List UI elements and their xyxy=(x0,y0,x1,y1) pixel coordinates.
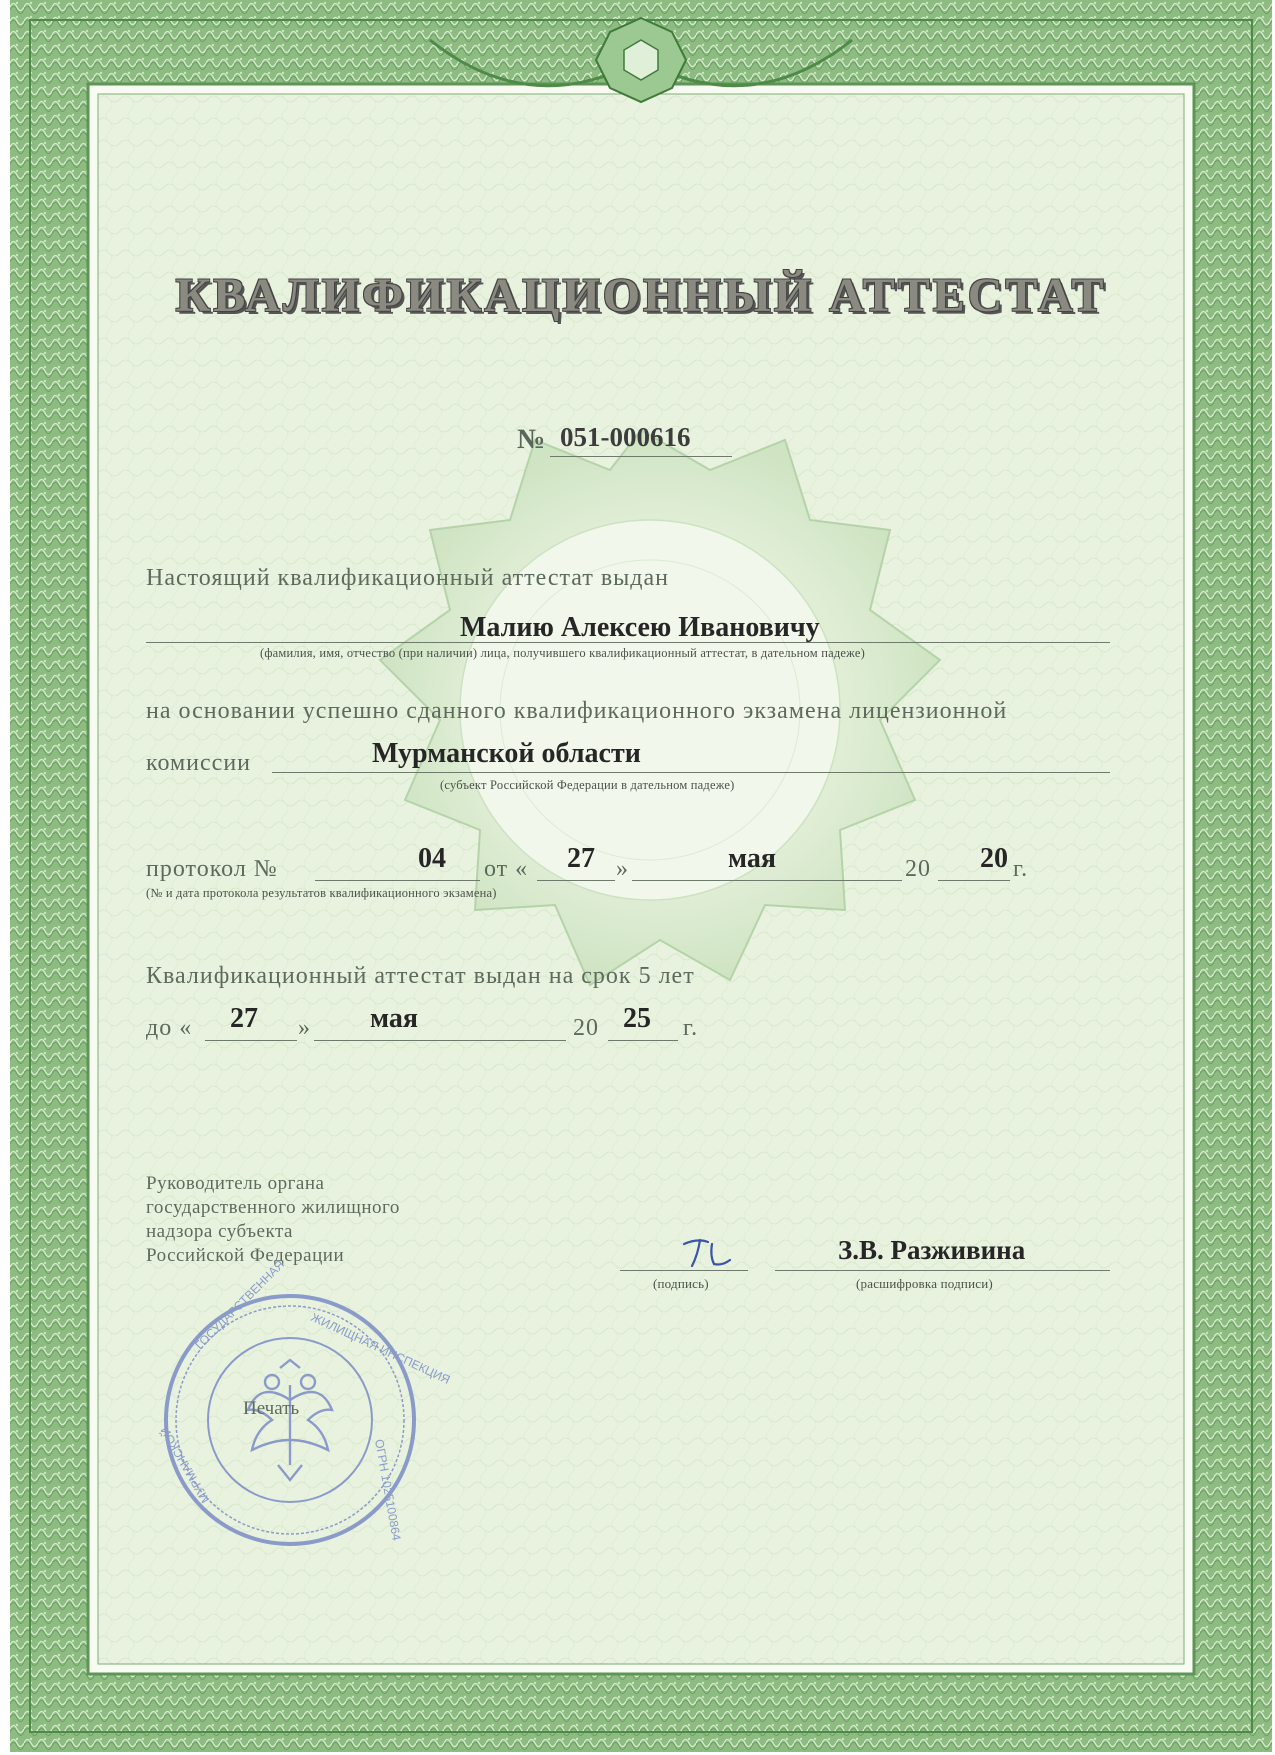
authority-line: Руководитель органа xyxy=(146,1173,325,1194)
basis-text: на основании успешно сданного квалификационного экзамена лицензионной xyxy=(146,698,1008,724)
recipient-name: Малию Алексею Ивановичу xyxy=(460,612,820,643)
valid-until-label: до « xyxy=(146,1015,193,1041)
protocol-year-suffix: 20 xyxy=(980,843,1008,874)
svg-text:ГОСУДАРСТВЕННАЯ: ГОСУДАРСТВЕННАЯ xyxy=(192,1257,288,1353)
handwritten-signature xyxy=(678,1234,738,1274)
seal-label: Печать xyxy=(243,1398,300,1419)
term-text: Квалификационный аттестат выдан на срок 5 лет xyxy=(146,963,695,989)
valid-until-quote-close: » xyxy=(298,1015,311,1041)
recipient-caption: (фамилия, имя, отчество (при наличии) лица, получившего квалификационный аттестат, в дательном падеже) xyxy=(260,646,865,660)
protocol-quote-close: » xyxy=(616,856,629,882)
authority-line: надзора субъекта xyxy=(146,1221,293,1242)
certificate-sheet xyxy=(10,0,1272,1752)
commission-caption: (субъект Российской Федерации в дательном падеже) xyxy=(440,778,735,792)
number-sign: № xyxy=(517,424,546,455)
svg-text:ОГРН 1025100864: ОГРН 1025100864 xyxy=(372,1438,404,1542)
svg-text:МУРМАНСКОЙ: МУРМАНСКОЙ xyxy=(157,1424,213,1506)
official-seal xyxy=(157,1257,453,1550)
commission-name: Мурманской области xyxy=(372,738,641,769)
valid-until-month: мая xyxy=(370,1003,419,1034)
protocol-year-unit: г. xyxy=(1013,856,1029,882)
protocol-day: 27 xyxy=(567,843,595,874)
authority-line: Российской Федерации xyxy=(146,1245,345,1266)
protocol-caption: (№ и дата протокола результатов квалификационного экзамена) xyxy=(146,886,497,900)
svg-text:ЖИЛИЩНАЯ ИНСПЕКЦИЯ: ЖИЛИЩНАЯ ИНСПЕКЦИЯ xyxy=(308,1310,453,1387)
certificate-number: 051-000616 xyxy=(560,422,691,452)
protocol-from-label: от « xyxy=(484,856,529,882)
issued-text: Настоящий квалификационный аттестат выдан xyxy=(146,565,669,591)
commission-label: комиссии xyxy=(146,750,252,776)
valid-until-year-suffix: 25 xyxy=(623,1003,651,1034)
protocol-label: протокол № xyxy=(146,856,278,882)
certificate-title: КВАЛИФИКАЦИОННЫЙ АТТЕСТАТ xyxy=(175,269,1107,322)
signer-name: З.В. Разживина xyxy=(838,1235,1026,1265)
authority-block xyxy=(146,1172,400,1268)
valid-until-day: 27 xyxy=(230,1003,258,1034)
valid-until-year-prefix: 20 xyxy=(573,1015,599,1041)
valid-until-year-unit: г. xyxy=(683,1015,699,1041)
signature-caption: (подпись) xyxy=(653,1276,709,1291)
protocol-number: 04 xyxy=(418,843,446,874)
protocol-year-prefix: 20 xyxy=(905,856,931,882)
signer-caption: (расшифровка подписи) xyxy=(856,1276,993,1291)
protocol-month: мая xyxy=(728,843,777,874)
authority-line: государственного жилищного xyxy=(146,1197,400,1218)
